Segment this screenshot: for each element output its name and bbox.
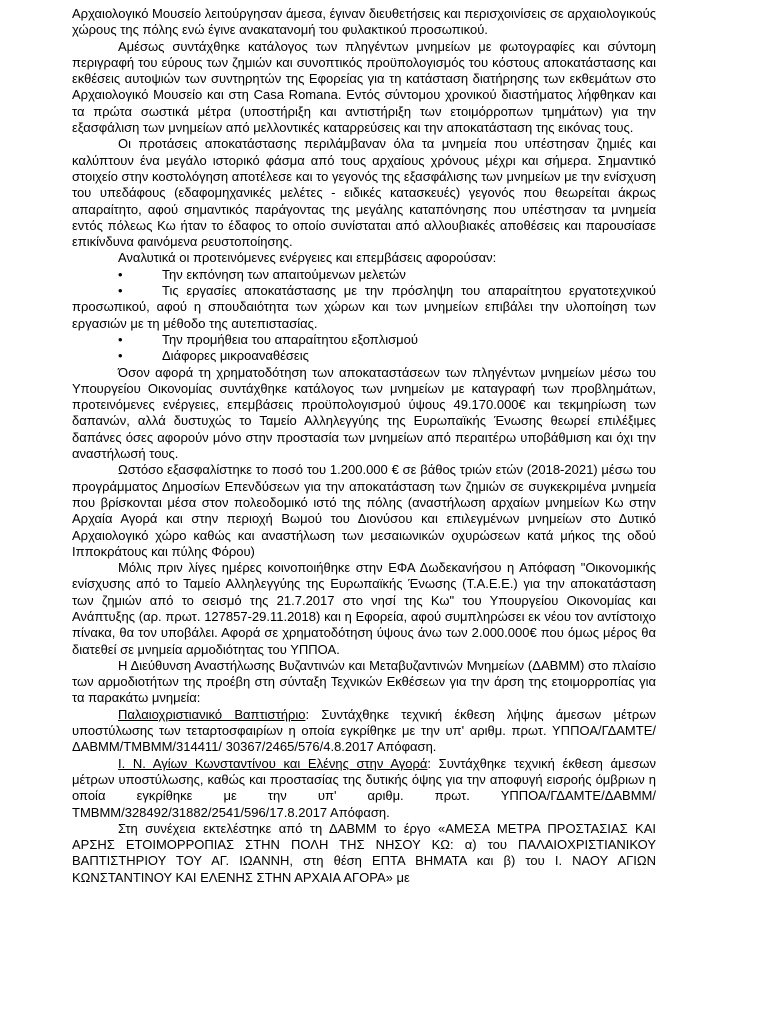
paragraph: Ωστόσο εξασφαλίστηκε το ποσό του 1.200.000 € σε βάθος τριών ετών (2018-2021) μέσω του προγράμματος Δημοσίων Επενδύσεων για την αποκατάσταση των ζημιών σε συγκεκριμένα μνημεία που βρίσκονται μέσα στον πολεοδομικό ιστό της πόλης (αναστήλωση αρχαίων μνημείων Κω στην Αρχαία Αγορά και στην περιοχή Βωμού του Διονύσου και επιλεγμένων μνημείων στο Δυτικό Αρχαιολογικό χώρο καθώς και αναστήλωση των μεσαιωνικών οχυρώσεων κατά μήκος της οδού Ιπποκράτους και πύλης Φόρου) — [72, 462, 656, 559]
paragraph: Αμέσως συντάχθηκε κατάλογος των πληγέντων μνημείων με φωτογραφίες και σύντομη περιγραφή του εύρους των ζημιών και συνοπτικός προϋπολογισμός του κόστους αποκατάστασης και εκθέσεις αυτοψιών των συντηρητών της Εφορείας για τη κατάσταση διατήρησης των εκθεμάτων στο Αρχαιολογικό Μουσείο και στη Casa Romana. Εντός σύντομου χρονικού διαστήματος λήφθηκαν και τα πρώτα σωστικά μέτρα (υποστήριξη και αντιστήριξη των ετοιμόρροπων τμημάτων) για την εξασφάλιση των μνημείων από μελλοντικές καταρρεύσεις και την αποκατάσταση της εικόνας τους. — [72, 38, 656, 136]
list-item: • Διάφορες μικροαναθέσεις — [72, 348, 656, 364]
list-item: • Την εκπόνηση των απαιτούμενων μελετών — [72, 267, 656, 283]
paragraph — [72, 707, 656, 756]
monument-title: Παλαιοχριστιανικό Βαπτιστήριο — [118, 706, 306, 722]
bullet-paragraph: • Τις εργασίες αποκατάστασης με την πρόσληψη του απαραίτητου εργατοτεχνικού προσωπικού, αφού η σπουδαιότητα των χώρων και των μνημείων επιβάλει την υλοποίηση των εργασιών με τη μέθοδο της αυτεπιστασίας. — [72, 283, 656, 331]
document-page — [72, 6, 656, 886]
paragraph — [72, 756, 656, 821]
paragraph: Οι προτάσεις αποκατάστασης περιλάμβαναν όλα τα μνημεία που υπέστησαν ζημιές και καλύπτουν ένα μεγάλο ιστορικό φάσμα από τους αρχαίους χρόνους μέχρι και σήμερα. Σημαντικό στοιχείο στην κοστολόγηση αποτέλεσε και το γεγονός της εξασφάλισης των μνημείων με την ενίσχυση του υπεδάφους (εδαφομηχανικές μελέτες - ειδικές κατασκευές) γεγονός που θεωρείται άκρως απαραίτητο, αφού σημαντικός παράγοντας της μεγάλης καταπόνησης που υπέστησαν τα μνημεία εντός πόλεως Κω ήταν το έδαφος το οποίο συνίσταται από αλλουβιακές αποθέσεις και παρουσίασε επικίνδυνα φαινόμενα ρευστοποίησης. — [72, 136, 656, 250]
paragraph: Όσον αφορά τη χρηματοδότηση των αποκαταστάσεων των πληγέντων μνημείων μέσω του Υπουργείου Οικονομίας συντάχθηκε κατάλογος των μνημείων με καταγραφή των προβλημάτων, προτεινόμενες ενέργειες, επεμβάσεις προϋπολογισμού ύψους 49.170.000€ και τεκμηρίωση των δαπανών, αλλά δυστυχώς το Ταμείο Αλληλεγγύης της Ευρωπαϊκής Ένωσης θεωρεί επιλέξιμες δαπάνες όσες αφορούν μόνο στην προστασία των μνημείων από περαιτέρω υποβάθμιση και όχι την αναστήλωσή τους. — [72, 364, 656, 462]
paragraph: Αναλυτικά οι προτεινόμενες ενέργειες και επεμβάσεις αφορούσαν: — [118, 250, 497, 266]
bullet-list — [72, 267, 656, 283]
monument-text: : Συντάχθηκε τεχνική έκθεση άμεσων μέτρων υποστύλωσης, καθώς και προστασίας της δυτικής όψης για την αποφυγή εισροής όμβριων η οποία εγκρίθηκε με την υπ' αριθμ. πρωτ. ΥΠΠΟΑ/ΓΔΑΜΤΕ/ΔΑΒΜΜ/ΤΜΒΜΜ/328492/31882/2541/596/17.8.2017 Απόφαση. — [72, 755, 657, 820]
bullet-list — [72, 332, 656, 365]
list-item: • Την προμήθεια του απαραίτητου εξοπλισμού — [72, 332, 656, 348]
list-item-text: Τις εργασίες αποκατάστασης με την πρόσληψη του απαραίτητου εργατοτεχνικού προσωπικού, αφού η σπουδαιότητα των χώρων και των μνημείων επιβάλει την υλοποίηση των εργασιών με τη μέθοδο της αυτεπιστασίας. — [72, 283, 656, 331]
monument-text: : Συντάχθηκε τεχνική έκθεση λήψης άμεσων μέτρων υποστύλωσης των τεταρτοσφαιρίων η οποία εγκρίθηκε με την υπ' αριθμ. πρωτ. ΥΠΠΟΑ/ΓΔΑΜΤΕ/ΔΑΒΜΜ/ΤΜΒΜΜ/314411/ 30367/2465/576/4.8.2017 Απόφαση. — [72, 706, 656, 755]
paragraph: Αρχαιολογικό Μουσείο λειτούργησαν άμεσα, έγιναν διευθετήσεις και περισχοινίσεις σε αρχαιολογικούς χώρους της πόλης ενώ έγινε ανακατανομή του φυλακτικού προσωπικού. — [72, 6, 656, 38]
paragraph: Η Διεύθυνση Αναστήλωσης Βυζαντινών και Μεταβυζαντινών Μνημείων (ΔΑΒΜΜ) στο πλαίσιο των αρμοδιοτήτων της προέβη στη σύνταξη Τεχνικών Εκθέσεων για την άρση της ετοιμορροπίας για τα παρακάτω μνημεία: — [72, 657, 656, 706]
paragraph: Στη συνέχεια εκτελέστηκε από τη ΔΑΒΜΜ το έργο «ΑΜΕΣΑ ΜΕΤΡΑ ΠΡΟΣΤΑΣΙΑΣ ΚΑΙ ΑΡΣΗΣ ΕΤΟΙΜΟΡΡΟΠΙΑΣ ΣΤΗΝ ΠΟΛΗ ΤΗΣ ΝΗΣΟΥ ΚΩ: α) του ΠΑΛΑΙΟΧΡΙΣΤΙΑΝΙΚΟΥ ΒΑΠΤΙΣΤΗΡΙΟΥ ΤΟΥ ΑΓ. ΙΩΑΝΝΗ, στη θέση ΕΠΤΑ ΒΗΜΑΤΑ και β) του Ι. ΝΑΟΥ ΑΓΙΩΝ ΚΩΝΣΤΑΝΤΙΝΟΥ ΚΑΙ ΕΛΕΝΗΣ ΣΤΗΝ ΑΡΧΑΙΑ ΑΓΟΡΑ» με — [72, 820, 656, 885]
paragraph: Μόλις πριν λίγες ημέρες κοινοποιήθηκε στην ΕΦΑ Δωδεκανήσου η Απόφαση "Οικονομικής ενίσχυσης από το Ταμείο Αλληλεγγύης της Ευρωπαϊκής Ένωσης (Τ.Α.Ε.Ε.) για την αποκατάσταση των ζημιών από το σεισμό της 21.7.2017 στο νησί της Κω" του Υπουργείου Οικονομίας και Ανάπτυξης (αρ. πρωτ. 127857-29.11.2018) και η Εφορεία, αφού συμπληρώσει εκ νέου τον αντίστοιχο πίνακα, θα τον υποβάλει. Αφορά σε χρηματοδότηση ύψους άνω των 2.000.000€ που όμως μέρος θα διατεθεί σε μνημεία αρμοδιότητας του ΥΠΠΟΑ. — [72, 560, 656, 657]
monument-title: Ι. Ν. Αγίων Κωνσταντίνου και Ελένης στην Αγορά — [118, 755, 428, 771]
